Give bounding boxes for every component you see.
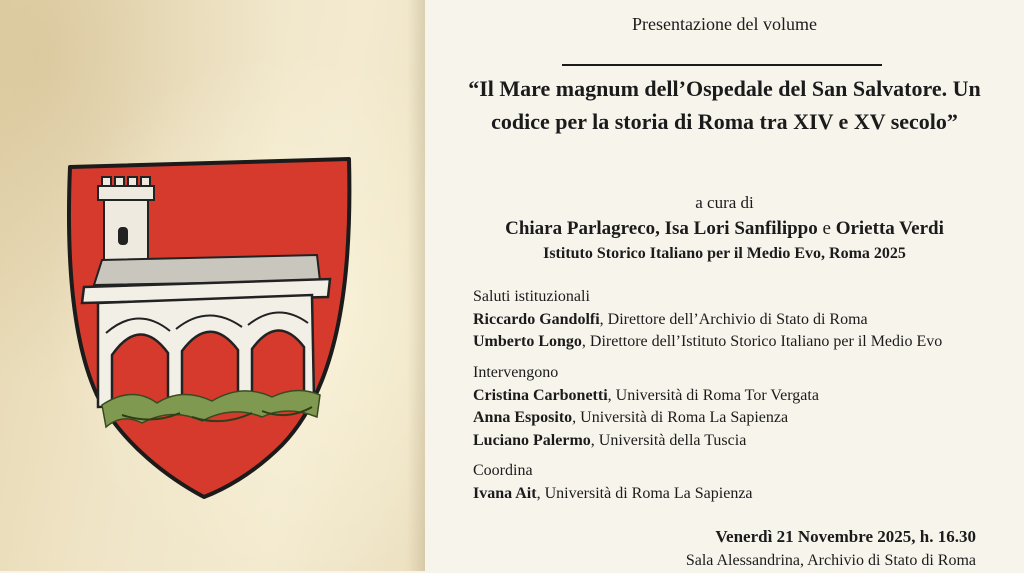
person-role: , Università di Roma Tor Vergata <box>607 386 819 404</box>
section-label: Saluti istituzionali <box>473 288 590 305</box>
person-line <box>473 385 819 408</box>
person-line <box>473 483 753 506</box>
person-line <box>473 331 942 354</box>
page-edge-shadow <box>407 0 425 571</box>
person-line <box>473 407 819 430</box>
coat-of-arms-image <box>62 155 362 500</box>
person-name: Riccardo Gandolfi <box>473 310 600 328</box>
person-role: , Direttore dell’Istituto Storico Italiano per il Medio Evo <box>581 333 943 350</box>
person-name: Ivana Ait <box>473 484 537 502</box>
person-role: , Università della Tuscia <box>590 431 747 449</box>
person-line <box>473 430 819 453</box>
publisher-line: Istituto Storico Italiano per il Medio Evo, Roma 2025 <box>543 245 906 262</box>
book-title: “Il Mare magnum dell’Ospedale del San Salvatore. Un codice per la storia di Roma tra XIV e XV secolo” <box>468 76 981 134</box>
section-label: Coordina <box>473 462 533 479</box>
editor-joiner: e <box>822 218 831 239</box>
speakers-section <box>473 362 819 452</box>
person-name: Luciano Palermo <box>473 431 591 449</box>
editor-name: Isa Lori Sanfilippo <box>664 218 818 239</box>
person-role: , Direttore dell’Archivio di Stato di Roma <box>599 310 868 328</box>
bridge-drawing <box>98 295 314 407</box>
event-details-panel <box>425 0 1024 571</box>
editor-name: Orietta Verdi <box>835 218 944 239</box>
editors-line <box>425 218 1024 240</box>
event-venue: Sala Alessandrina, Archivio di Stato di Roma <box>685 552 976 569</box>
moderator-section <box>473 460 753 505</box>
person-name: Umberto Longo <box>473 333 582 350</box>
editor-name: Chiara Parlagreco, <box>505 218 660 239</box>
manuscript-image-panel <box>0 0 425 571</box>
event-time-place <box>686 525 976 573</box>
intro-text: Presentazione del volume <box>632 14 817 34</box>
person-name: Cristina Carbonetti <box>473 386 608 404</box>
event-date: Venerdì 21 Novembre 2025, h. 16.30 <box>715 527 976 546</box>
person-line <box>473 309 942 332</box>
person-role: , Università di Roma La Sapienza <box>572 409 789 426</box>
title-divider <box>562 64 882 66</box>
section-label: Intervengono <box>473 364 559 381</box>
person-role: , Università di Roma La Sapienza <box>536 484 753 502</box>
greetings-section <box>473 286 942 354</box>
curated-by-label: a cura di <box>695 193 754 212</box>
person-name: Anna Esposito <box>473 409 573 426</box>
